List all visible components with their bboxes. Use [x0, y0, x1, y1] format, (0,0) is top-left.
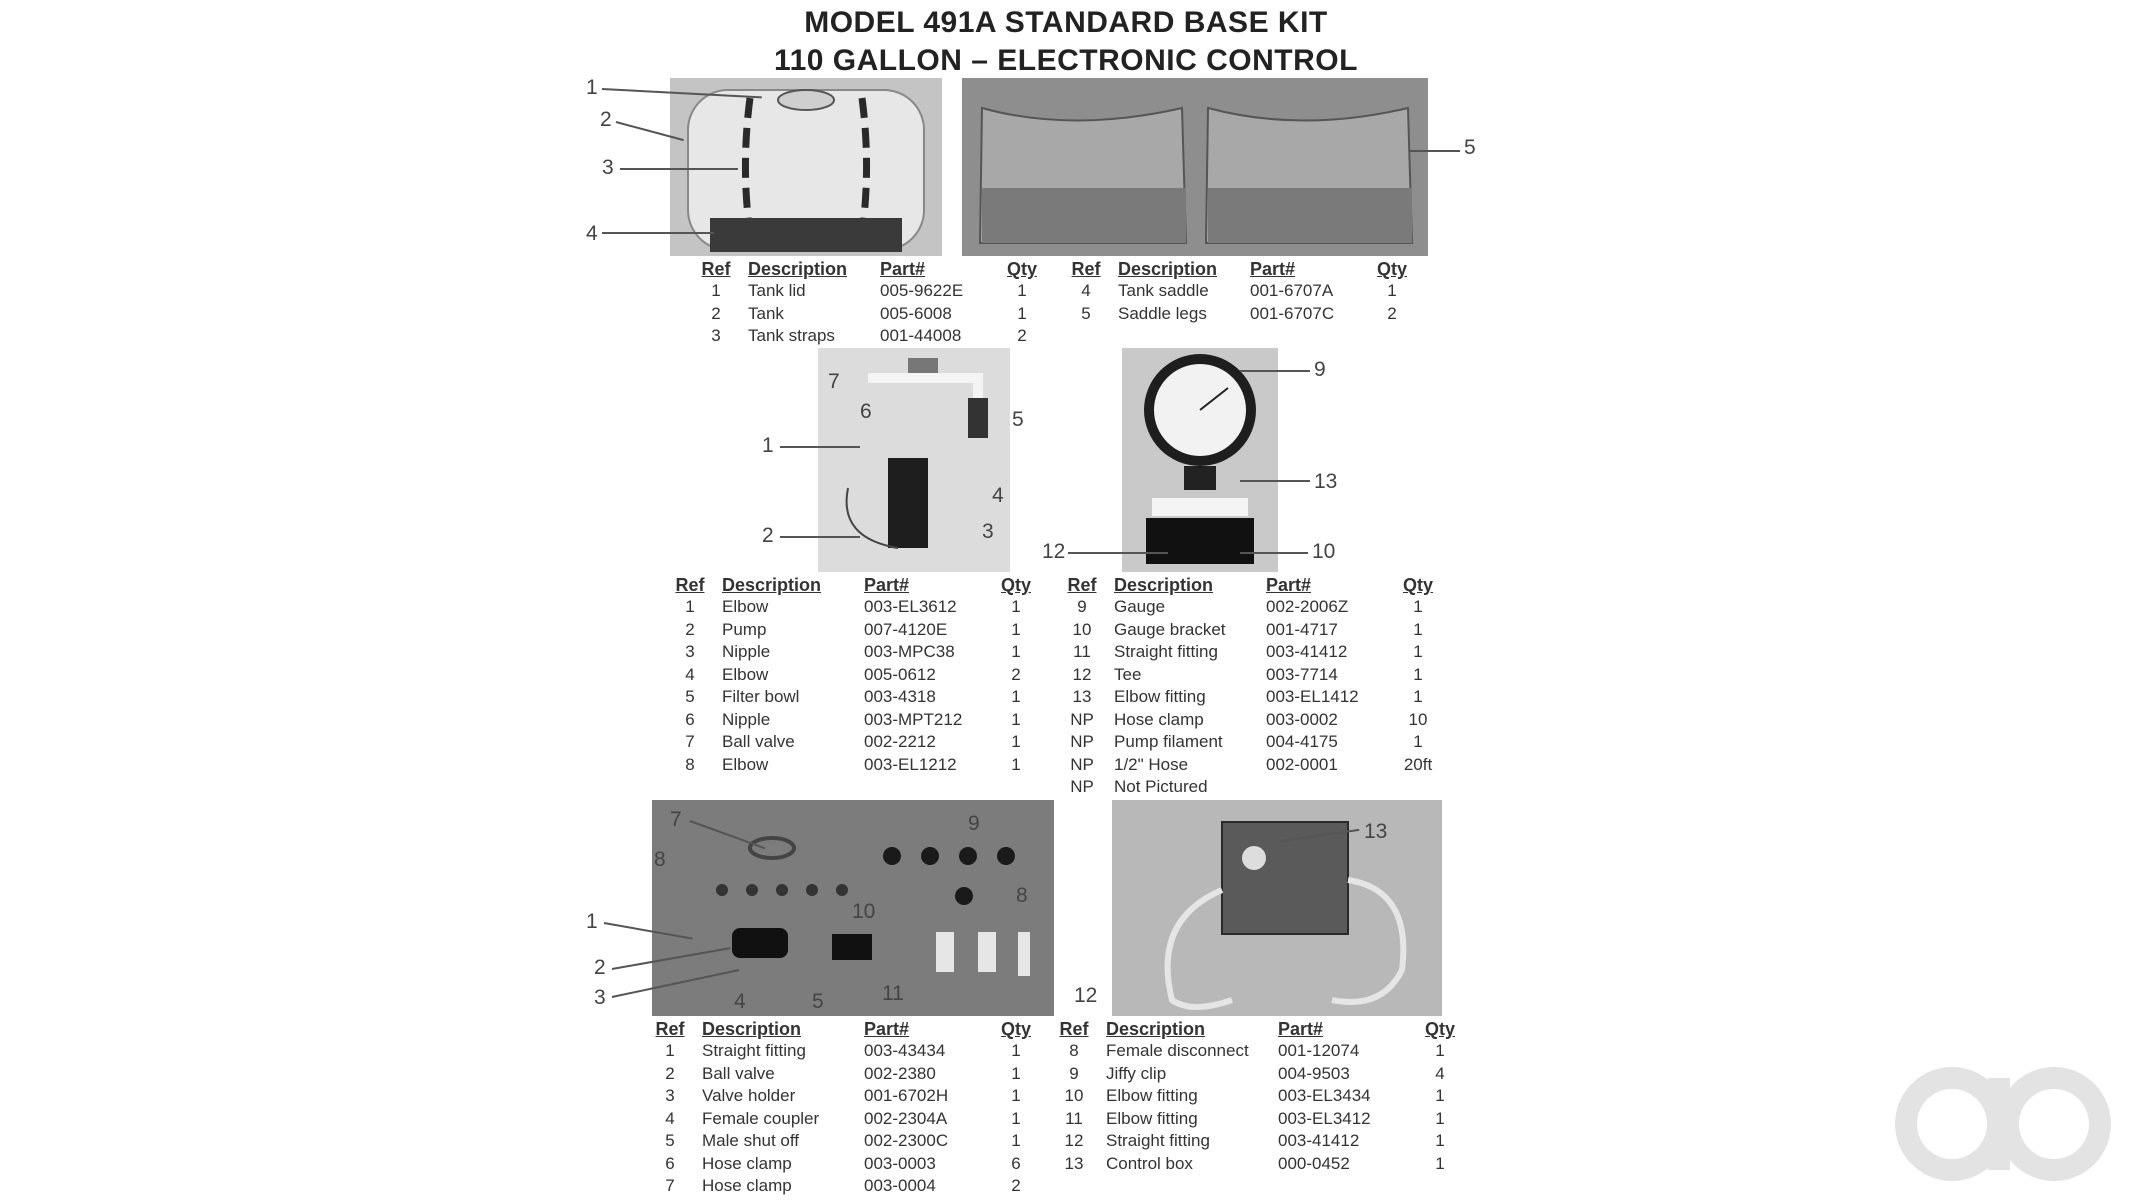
- table-row: NP Not Pictured: [1070, 777, 1208, 796]
- callout-control-13: 13: [1364, 820, 1388, 843]
- callout-pump-7: 7: [828, 370, 840, 393]
- callout-pump-2: 2: [762, 524, 774, 547]
- gauge-illustration: [1122, 348, 1278, 572]
- table-row: 8 Elbow 003-EL1212 1: [685, 754, 1021, 774]
- callout-fitting-4: 4: [734, 990, 746, 1013]
- table-row: 12 Straight fitting 003-41412 1: [1064, 1131, 1445, 1150]
- callout-fitting-3: 3: [594, 986, 606, 1009]
- table-row: 13 Elbow fitting 003-EL1412 1: [1072, 687, 1423, 706]
- leader-line: [602, 232, 714, 234]
- callout-fitting-11: 11: [882, 982, 904, 1005]
- header-description: Description: [1118, 259, 1218, 279]
- header-part: Part#: [880, 259, 926, 279]
- callout-fitting-12: 12: [1074, 984, 1098, 1007]
- header-ref: Ref: [701, 259, 731, 279]
- table-row: 6 Nipple 003-MPT212 1: [685, 709, 1021, 729]
- callout-gauge-13: 13: [1314, 470, 1338, 493]
- callout-fitting-10: 10: [852, 900, 876, 923]
- leader-line: [1410, 150, 1460, 152]
- table-row: 7 Ball valve 002-2212 1: [685, 732, 1021, 751]
- parts-table-tank: [690, 258, 1048, 348]
- brand-logo-icon: [1894, 1059, 2114, 1194]
- callout-tank-1: 1: [586, 76, 598, 99]
- callout-tank-4: 4: [586, 222, 598, 245]
- table-row: NP 1/2" Hose 002-0001 20ft: [1070, 754, 1433, 774]
- leader-line: [780, 446, 860, 448]
- header-part: Part#: [1250, 259, 1296, 279]
- callout-fitting-5: 5: [812, 990, 824, 1013]
- header-description: Description: [702, 1019, 802, 1039]
- callout-pump-5: 5: [1012, 408, 1024, 431]
- table-row: 2 Ball valve 002-2380 1: [665, 1063, 1021, 1083]
- parts-table-gauge: [1056, 574, 1444, 799]
- tank-photo: [670, 78, 942, 256]
- header-qty: Qty: [1376, 259, 1407, 279]
- table-row: 5 Male shut off 002-2300C 1: [665, 1131, 1021, 1150]
- header-description: Description: [1114, 575, 1214, 595]
- table-row: 1 Straight fitting 003-43434 1: [665, 1041, 1021, 1060]
- header-description: Description: [722, 575, 822, 595]
- header-ref: Ref: [1071, 259, 1101, 279]
- callout-saddle-5: 5: [1464, 136, 1476, 159]
- table-row: NP Hose clamp 003-0002 10: [1070, 709, 1428, 729]
- leader-line: [780, 536, 860, 538]
- leader-line: [1240, 552, 1308, 554]
- header-part: Part#: [1266, 575, 1312, 595]
- table-row: NP Pump filament 004-4175 1: [1070, 732, 1423, 751]
- table-row: 11 Elbow fitting 003-EL3412 1: [1065, 1108, 1445, 1128]
- header-qty: Qty: [1000, 1019, 1031, 1039]
- parts-table-saddle: [1060, 258, 1418, 325]
- header-ref: Ref: [1067, 575, 1097, 595]
- table-row: 6 Hose clamp 003-0003 6: [665, 1153, 1021, 1173]
- table-row: 12 Tee 003-7714 1: [1072, 664, 1423, 684]
- callout-pump-3: 3: [982, 520, 994, 543]
- table-row: 5 Filter bowl 003-4318 1: [685, 687, 1021, 706]
- callout-pump-6: 6: [860, 400, 872, 423]
- header-description: Description: [1106, 1019, 1206, 1039]
- parts-table-control: [1048, 1018, 1466, 1175]
- header-part: Part#: [1278, 1019, 1324, 1039]
- table-row: 3 Nipple 003-MPC38 1: [685, 642, 1021, 661]
- header-qty: Qty: [1000, 575, 1031, 595]
- callout-tank-2: 2: [600, 108, 612, 131]
- table-row: 1 Elbow 003-EL3612 1: [685, 597, 1021, 616]
- callout-gauge-10: 10: [1312, 540, 1336, 563]
- callout-fitting-8b: 8: [1016, 884, 1028, 907]
- table-row: 2 Tank 005-6008 1: [711, 303, 1027, 323]
- leader-line: [620, 168, 738, 170]
- header-description: Description: [748, 259, 848, 279]
- table-row: 9 Jiffy clip 004-9503 4: [1069, 1063, 1445, 1083]
- control-box-photo: [1112, 800, 1442, 1016]
- header-part: Part#: [864, 575, 910, 595]
- header-part: Part#: [864, 1019, 910, 1039]
- table-row: 13 Control box 000-0452 1: [1064, 1153, 1445, 1173]
- table-row: 2 Pump 007-4120E 1: [685, 619, 1021, 639]
- saddle-legs-photo: [962, 78, 1428, 256]
- header-qty: Qty: [1424, 1019, 1455, 1039]
- page-subtitle: 110 GALLON – ELECTRONIC CONTROL: [774, 44, 1358, 77]
- table-row: 7 Hose clamp 003-0004 2: [665, 1176, 1021, 1195]
- table-row: 3 Valve holder 001-6702H 1: [665, 1086, 1021, 1105]
- parts-table-pump: [664, 574, 1042, 776]
- header-ref: Ref: [655, 1019, 685, 1039]
- leader-line: [1068, 552, 1168, 554]
- callout-pump-1: 1: [762, 434, 774, 457]
- callout-fitting-1: 1: [586, 910, 598, 933]
- header-ref: Ref: [1059, 1019, 1089, 1039]
- leader-line: [1240, 370, 1310, 372]
- table-row: 5 Saddle legs 001-6707C 2: [1081, 303, 1397, 323]
- parts-table-fittings: [644, 1018, 1042, 1198]
- table-row: 4 Tank saddle 001-6707A 1: [1081, 281, 1397, 300]
- table-row: 11 Straight fitting 003-41412 1: [1073, 642, 1423, 661]
- header-qty: Qty: [1006, 259, 1037, 279]
- callout-fitting-2: 2: [594, 956, 606, 979]
- header-qty: Qty: [1402, 575, 1433, 595]
- table-row: 4 Elbow 005-0612 2: [685, 664, 1021, 684]
- page-title: MODEL 491A STANDARD BASE KIT: [804, 6, 1328, 39]
- callout-fitting-9: 9: [968, 812, 980, 835]
- callout-gauge-9: 9: [1314, 358, 1326, 381]
- tank-illustration: [670, 78, 942, 256]
- header-ref: Ref: [675, 575, 705, 595]
- table-row: 8 Female disconnect 001-12074 1: [1069, 1041, 1445, 1060]
- table-row: 10 Elbow fitting 003-EL3434 1: [1064, 1086, 1445, 1105]
- table-row: 1 Tank lid 005-9622E 1: [711, 281, 1027, 300]
- callout-fitting-8: 8: [654, 848, 666, 871]
- callout-fitting-7: 7: [670, 808, 682, 831]
- callout-pump-4: 4: [992, 484, 1004, 507]
- table-row: 4 Female coupler 002-2304A 1: [665, 1108, 1021, 1128]
- control-box-illustration: [1112, 800, 1442, 1016]
- callout-gauge-12: 12: [1042, 540, 1066, 563]
- callout-tank-3: 3: [602, 156, 614, 179]
- table-row: 10 Gauge bracket 001-4717 1: [1072, 619, 1423, 639]
- table-row: 9 Gauge 002-2006Z 1: [1077, 597, 1423, 616]
- table-row: 3 Tank straps 001-44008 2: [711, 326, 1027, 345]
- gauge-assembly-photo: [1122, 348, 1278, 572]
- saddle-legs-illustration: [962, 78, 1428, 256]
- leader-line: [1240, 480, 1310, 482]
